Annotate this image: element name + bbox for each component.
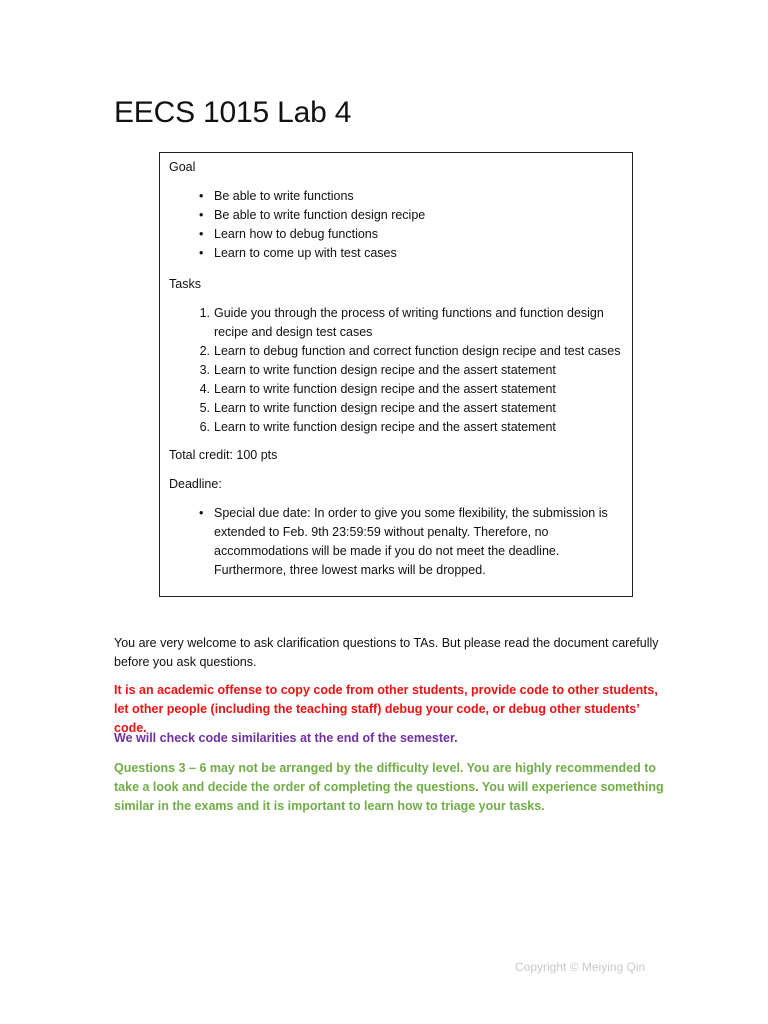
copyright-footer: Copyright © Meiying Qin (515, 960, 646, 974)
deadline-item: • Special due date: In order to give you some flexibility, the submission is extended to Feb. 9th 23:59:59 without penalty. Therefore, no accommodations will be made if you do not meet the deadline. Furthermore, three lowest marks will be dropped. (199, 506, 608, 577)
goal-item: • Learn to come up with test cases (169, 244, 626, 263)
lab-summary-box (159, 152, 633, 597)
goal-item: • Be able to write functions (169, 187, 626, 206)
bullet-icon: • (199, 208, 204, 222)
task-item: 6. Learn to write function design recipe and the assert statement (199, 420, 556, 434)
total-credit: Total credit: 100 pts (169, 448, 278, 462)
task-item: 2. Learn to debug function and correct function design recipe and test cases (199, 344, 621, 358)
deadline-heading: Deadline: (169, 477, 222, 491)
document-title: EECS 1015 Lab 4 (114, 96, 352, 129)
welcome-note: You are very welcome to ask clarification questions to TAs. But please read the document carefully before you ask questions. (114, 636, 659, 669)
task-item: 3. Learn to write function design recipe and the assert statement (199, 363, 556, 377)
bullet-icon: • (199, 506, 204, 520)
goal-heading: Goal (169, 160, 196, 174)
goal-item: • Learn how to debug functions (169, 225, 626, 244)
goal-item: • Be able to write function design recipe (169, 206, 626, 225)
bullet-icon: • (199, 227, 204, 241)
task-item: 4. Learn to write function design recipe and the assert statement (199, 382, 556, 396)
task-item: 1. Guide you through the process of writing functions and function design recipe and design test cases (199, 306, 604, 339)
bullet-icon: • (199, 246, 204, 260)
goal-list (169, 187, 626, 263)
difficulty-notice: Questions 3 – 6 may not be arranged by the difficulty level. You are highly recommended to take a look and decide the order of completing the questions. You will experience something similar in the exams and it is important to learn how to triage your tasks. (114, 761, 664, 813)
academic-offense-warning: It is an academic offense to copy code from other students, provide code to other students, let other people (including the teaching staff) debug your code, or debug other students’ code. (114, 683, 658, 735)
similarity-notice: We will check code similarities at the end of the semester. (114, 731, 458, 745)
tasks-list (169, 304, 626, 437)
bullet-icon: • (199, 189, 204, 203)
deadline-list (169, 504, 626, 580)
task-item: 5. Learn to write function design recipe and the assert statement (199, 401, 556, 415)
tasks-heading: Tasks (169, 277, 201, 291)
